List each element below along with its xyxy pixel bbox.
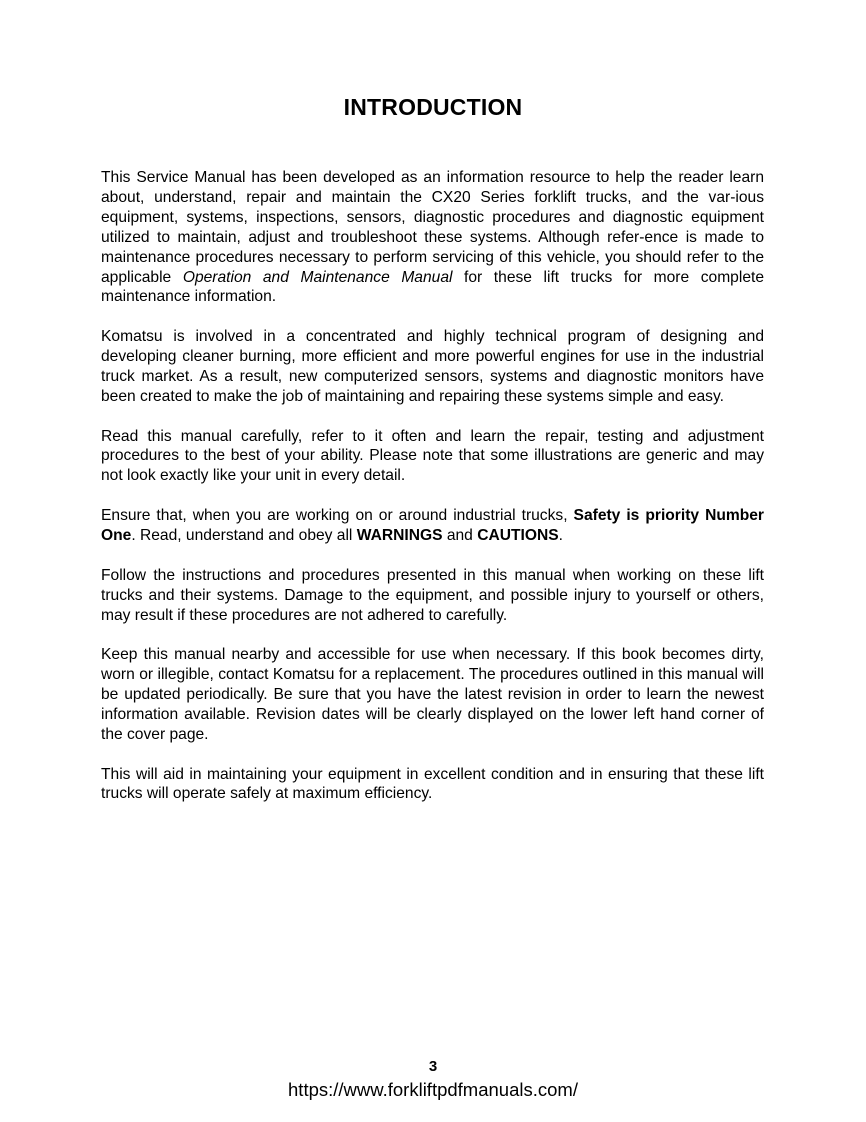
paragraph-text: . Read, understand and obey all (131, 526, 357, 544)
paragraph-text: Ensure that, when you are working on or around industrial trucks, (101, 507, 574, 525)
page-number: 3 (428, 1058, 438, 1075)
page-title: INTRODUCTION (343, 94, 523, 120)
paragraph-text: This Service Manual has been developed as an information resource to help the reader learn about, understand, repair and maintain the CX20 Series forklift trucks, and the var-ious equipment, systems, inspections, sensors, diagnostic procedures and diagnostic equipment utilized to maintain, adjust and troubleshoot these systems. Although refer-ence is made to maintenance procedures necessary to perform servicing of this vehicle, you should refer to the applicable (101, 169, 764, 286)
paragraph-text: and (442, 526, 478, 544)
paragraph-komatsu: Komatsu is involved in a concentrated and highly technical program of designing and developing cleaner burning, more efficient and more powerful engines for use in the industrial truck market. As a result, new computerized sensors, systems and diagnostic monitors have been created to make the job of maintaining and repairing these systems simple and easy. (101, 328, 764, 405)
paragraph-follow-instructions: Follow the instructions and procedures presented in this manual when working on these lift trucks and their systems. Damage to the equipment, and possible injury to yourself or others, may result if these procedures are not adhered to carefully. (101, 566, 764, 624)
warnings-bold: WARNINGS (356, 526, 443, 544)
cautions-bold: CAUTIONS (477, 526, 559, 544)
paragraph-aid-maintaining: This will aid in maintaining your equipment in excellent condition and in ensuring that these lift trucks will operate safely at maximum efficiency. (101, 765, 764, 803)
paragraph-text: for these lift trucks for more complete maintenance information. (101, 268, 765, 306)
paragraph-keep-manual: Keep this manual nearby and accessible for use when necessary. If this book becomes dirty, worn or illegible, contact Komatsu for a replacement. The procedures outlined in this manual will be updated periodically. Be sure that you have the latest revision in order to learn the newest information available. Revision dates will be clearly displayed on the lower left hand corner of the cover page. (101, 646, 764, 743)
paragraph-text: . (558, 526, 563, 544)
paragraph-intro (101, 168, 764, 307)
safety-priority-bold: Safety is priority Number One (101, 507, 764, 544)
document-body (101, 168, 764, 824)
manual-title-italic: Operation and Maintenance Manual (182, 268, 453, 286)
paragraph-read-manual: Read this manual carefully, refer to it often and learn the repair, testing and adjustment procedures to the best of your ability. Please note that some illustrations are generic and may not look exactly like your unit in every detail. (101, 427, 764, 485)
footer-url[interactable]: https://www.forkliftpdfmanuals.com/ (288, 1079, 578, 1100)
paragraph-safety (101, 506, 764, 546)
